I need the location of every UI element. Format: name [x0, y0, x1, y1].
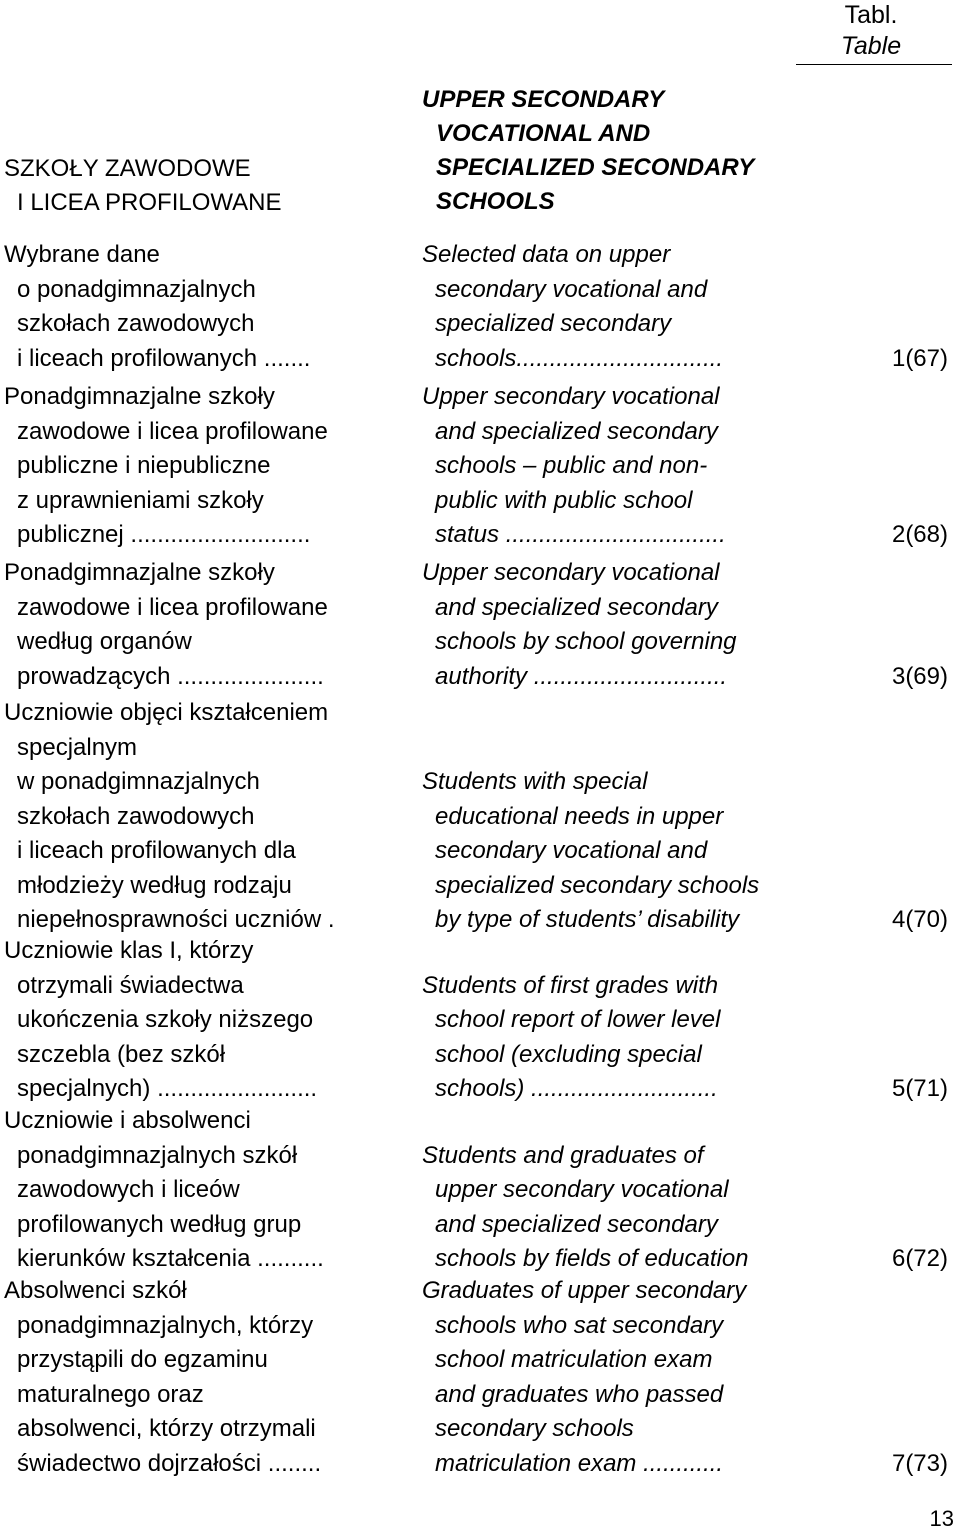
entry-page-ref[interactable]: 5(71) — [891, 1075, 948, 1102]
entry-title-en-line: status ................................. — [435, 521, 726, 548]
entry-title-en — [422, 380, 822, 553]
entry-title-en-line: schools............................... — [435, 344, 724, 372]
tabl-label-pl: Tabl. — [844, 1, 898, 29]
entry-title-en-line: school report of lower level — [435, 1006, 721, 1033]
entry-title-en-line: educational needs in upper — [435, 802, 724, 830]
header-rule — [796, 64, 952, 65]
entry-title-pl-line: według organów — [17, 628, 192, 655]
entry-title-pl-line: Uczniowie i absolwenci — [4, 1107, 251, 1134]
entry-title-pl-line: publicznej ........................... — [17, 521, 311, 548]
entry-title-pl-line: specjalnych) ........................ — [17, 1075, 318, 1102]
entry-title-pl-line: o ponadgimnazjalnych — [17, 275, 256, 303]
entry-title-en — [422, 556, 822, 694]
entry-title-en-line: schools by fields of education — [435, 1245, 749, 1272]
entry-title-en-line: matriculation exam ............ — [435, 1449, 724, 1477]
entry-title-en-line: Selected data on upper — [422, 241, 671, 268]
entry-page-ref[interactable]: 6(72) — [891, 1245, 948, 1272]
section-title-en-line: SPECIALIZED SECONDARY — [436, 154, 755, 181]
entry-title-en-line: and specialized secondary — [435, 1210, 718, 1238]
entry-title-pl-line: ponadgimnazjalnych szkół — [17, 1141, 298, 1169]
entry-title-en-line: Students of first grades with — [422, 971, 719, 999]
entry-title-en — [422, 696, 822, 938]
entry-title-en-line — [422, 1104, 822, 1139]
entry-title-pl-line: Uczniowie klas I, którzy — [4, 937, 254, 964]
entry-title-en-line: and specialized secondary — [435, 593, 718, 621]
entry-title-pl-line: niepełnosprawności uczniów . — [17, 906, 335, 933]
entry-title-pl-line: szkołach zawodowych — [17, 802, 255, 830]
entry-title-pl-line: Ponadgimnazjalne szkoły — [4, 383, 275, 410]
entry-page-ref[interactable]: 7(73) — [891, 1449, 948, 1477]
section-title-en — [422, 83, 754, 219]
entry-title-en-line — [422, 731, 822, 766]
entry-title-pl — [4, 1274, 404, 1481]
entry-title-pl-line: zawodowe i licea profilowane — [17, 593, 328, 621]
entry-title-pl-line: szczebla (bez szkół — [17, 1040, 226, 1068]
entry-title-pl-line: z uprawnieniami szkoły — [17, 486, 264, 514]
section-title-en-line: UPPER SECONDARY — [422, 86, 665, 113]
entry-title-en — [422, 238, 822, 376]
entry-title-pl — [4, 238, 404, 376]
entry-title-en-line: and graduates who passed — [435, 1380, 724, 1408]
entry-title-en-line: secondary vocational and — [435, 837, 708, 864]
entry-title-pl-line: i liceach profilowanych ....... — [17, 344, 311, 372]
entry-title-pl-line: Ponadgimnazjalne szkoły — [4, 559, 275, 586]
entry-title-en-line: Upper secondary vocational — [422, 559, 720, 586]
entry-title-pl-line: i liceach profilowanych dla — [17, 837, 296, 864]
entry-title-pl — [4, 934, 404, 1107]
entry-title-en-line: secondary vocational and — [435, 275, 708, 303]
entry-title-pl-line: przystąpili do egzaminu — [17, 1346, 268, 1373]
entry-title-en-line — [422, 934, 822, 969]
page-number: 13 — [929, 1506, 954, 1531]
entry-title-pl-line: specjalnym — [17, 733, 138, 761]
entry-title-en-line — [422, 696, 822, 731]
entry-title-pl-line: publiczne i niepubliczne — [17, 452, 271, 479]
entry-title-pl-line: zawodowych i liceów — [17, 1176, 240, 1203]
entry-title-pl-line: profilowanych według grup — [17, 1210, 302, 1238]
entry-title-en-line: Graduates of upper secondary — [422, 1277, 747, 1304]
entry-title-pl-line: Uczniowie objęci kształceniem — [4, 699, 329, 726]
entry-title-pl-line: młodzieży według rodzaju — [17, 871, 292, 899]
entry-title-en-line: schools who sat secondary — [435, 1311, 724, 1339]
entry-title-pl — [4, 1104, 404, 1277]
entry-title-en — [422, 1274, 822, 1481]
entry-title-pl — [4, 380, 404, 553]
entry-title-pl-line: maturalnego oraz — [17, 1380, 204, 1408]
tabl-label-en: Table — [840, 32, 902, 60]
section-title-en-line: VOCATIONAL AND — [436, 120, 651, 147]
entry-title-pl-line: zawodowe i licea profilowane — [17, 417, 328, 445]
entry-title-en-line: and specialized secondary — [435, 417, 718, 445]
entry-title-pl-line: ukończenia szkoły niższego — [17, 1006, 314, 1033]
entry-title-pl-line: świadectwo dojrzałości ........ — [17, 1449, 322, 1477]
entry-title-en-line: Upper secondary vocational — [422, 383, 720, 410]
entry-title-en-line: Students with special — [422, 768, 648, 795]
entry-title-pl-line: ponadgimnazjalnych, którzy — [17, 1311, 314, 1339]
entry-title-pl-line: prowadzących ...................... — [17, 662, 324, 690]
entry-title-en-line: school matriculation exam — [435, 1346, 713, 1373]
section-title-pl — [4, 152, 282, 220]
entry-title-en-line: specialized secondary schools — [435, 871, 760, 899]
table-header — [796, 0, 946, 62]
entry-title-en-line: upper secondary vocational — [435, 1176, 729, 1203]
entry-page-ref[interactable]: 1(67) — [891, 344, 948, 372]
entry-title-en-line: specialized secondary — [435, 310, 672, 337]
entry-title-en — [422, 934, 822, 1107]
entry-title-pl-line: absolwenci, którzy otrzymali — [17, 1415, 316, 1442]
entry-title-en-line: schools) ............................ — [435, 1075, 718, 1102]
entry-title-pl-line: kierunków kształcenia .......... — [17, 1245, 324, 1272]
entry-title-en-line: authority ............................. — [435, 662, 728, 690]
entry-title-en-line: by type of students’ disability — [435, 906, 740, 933]
entry-title-pl-line: Absolwenci szkół — [4, 1277, 187, 1304]
entry-title-pl-line: szkołach zawodowych — [17, 310, 255, 337]
entry-title-en-line: Students and graduates of — [422, 1141, 704, 1169]
entry-page-ref[interactable]: 3(69) — [891, 662, 948, 690]
entry-title-en — [422, 1104, 822, 1277]
entry-title-pl-line: otrzymali świadectwa — [17, 971, 244, 999]
section-title-en-line: SCHOOLS — [436, 188, 555, 215]
entry-page-ref[interactable]: 2(68) — [891, 521, 948, 548]
entry-title-pl — [4, 696, 404, 938]
section-title-pl-line: SZKOŁY ZAWODOWE — [4, 155, 251, 182]
entry-title-pl — [4, 556, 404, 694]
entry-title-en-line: public with public school — [435, 486, 693, 514]
entry-title-en-line: school (excluding special — [435, 1040, 702, 1068]
entry-title-en-line: schools – public and non- — [435, 452, 708, 479]
entry-title-en-line: secondary schools — [435, 1415, 634, 1442]
entry-page-ref[interactable]: 4(70) — [891, 906, 948, 933]
entry-title-pl-line: Wybrane dane — [4, 241, 160, 268]
entry-title-pl-line: w ponadgimnazjalnych — [17, 768, 260, 795]
entry-title-en-line: schools by school governing — [435, 628, 737, 655]
section-title-pl-line: I LICEA PROFILOWANE — [17, 189, 282, 216]
